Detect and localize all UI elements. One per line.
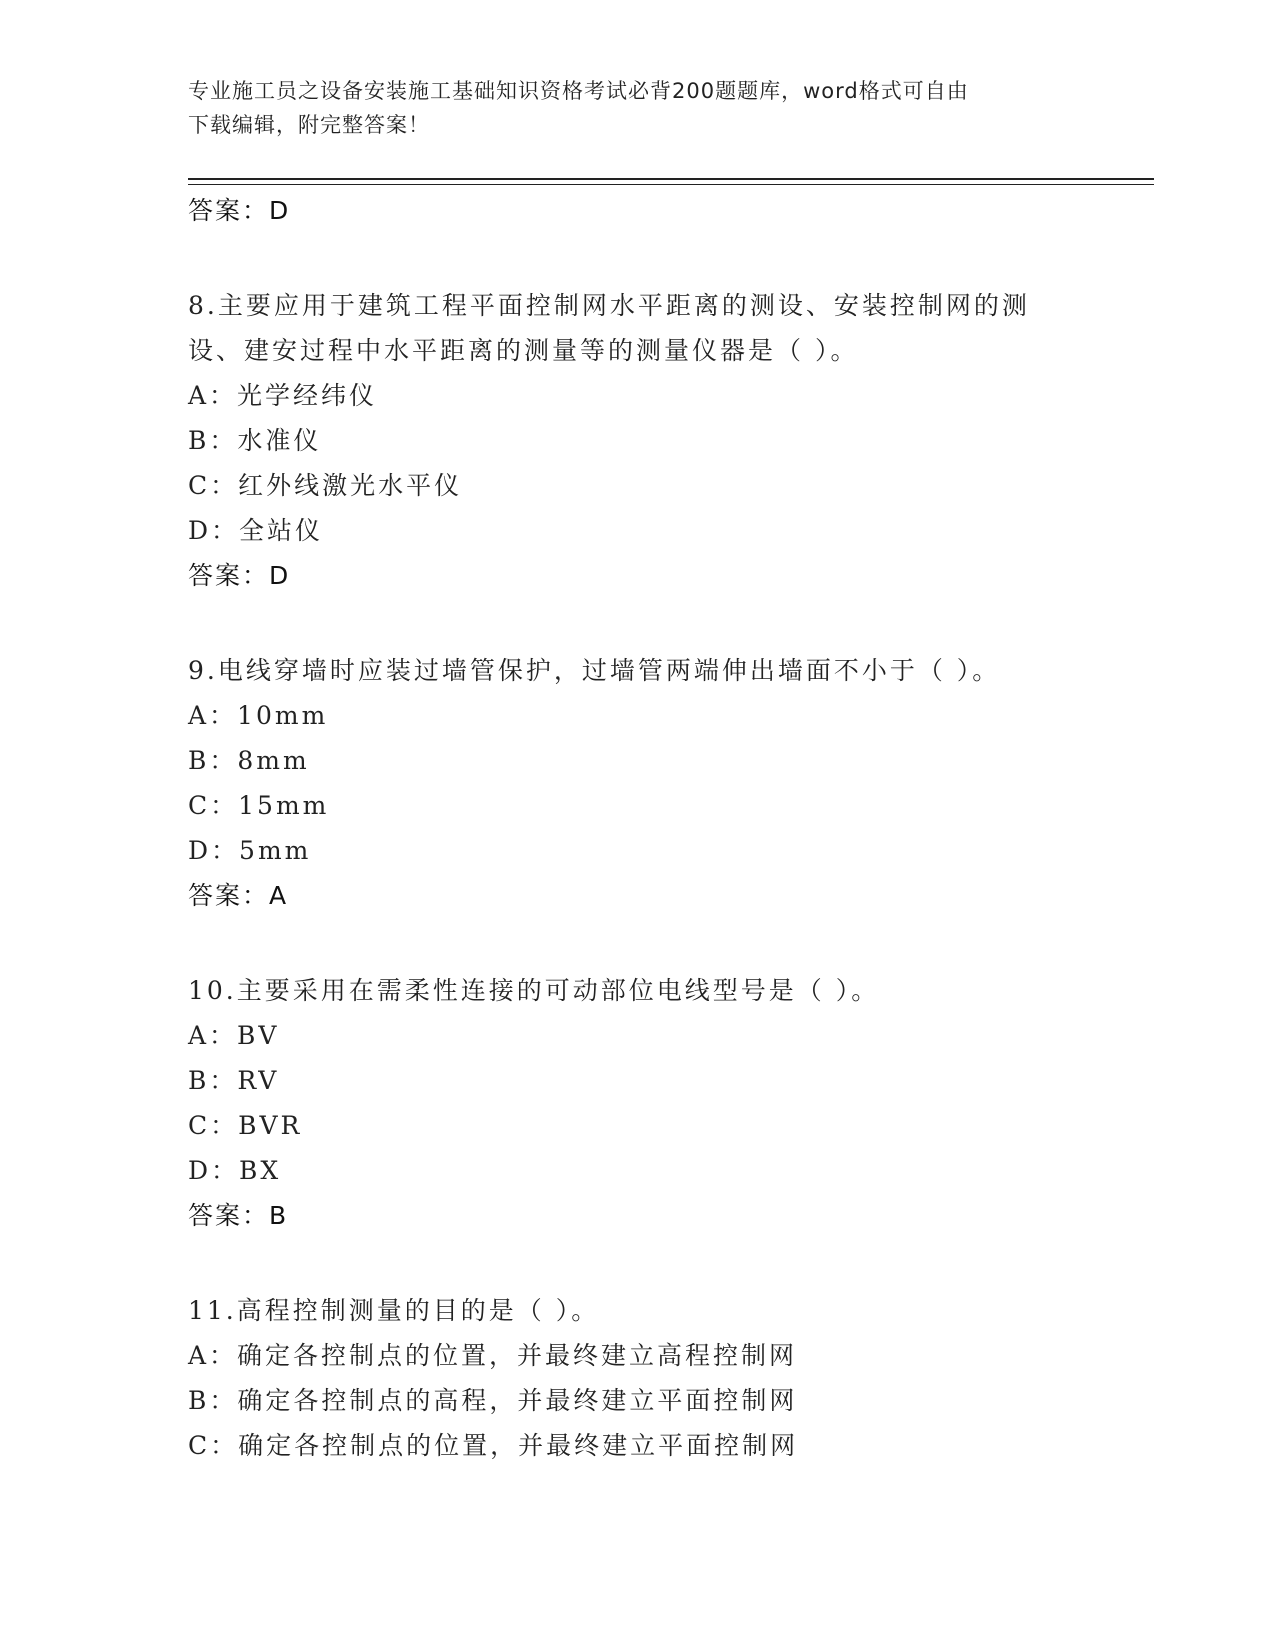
option-a: A：10mm [188, 701, 329, 730]
option-c: C：红外线激光水平仪 [188, 471, 463, 500]
answer-label: 答案： [188, 881, 270, 910]
answer-value: D [269, 196, 290, 225]
spacer [188, 918, 1088, 968]
option-d: D：BX [188, 1156, 282, 1185]
document-header [188, 74, 1088, 142]
spacer [188, 233, 1088, 283]
question-stem: 8.主要应用于建筑工程平面控制网水平距离的测设、安装控制网的测 [188, 291, 1030, 320]
header-line-1: 专业施工员之设备安装施工基础知识资格考试必背200题题库，word格式可自由 [188, 79, 969, 103]
question-stem: 11.高程控制测量的目的是（ ）。 [188, 1296, 600, 1325]
answer-label: 答案： [188, 561, 270, 590]
option-b: B：8mm [188, 746, 310, 775]
option-c: C：BVR [188, 1111, 303, 1140]
question-stem: 9.电线穿墙时应装过墙管保护，过墙管两端伸出墙面不小于（ ）。 [188, 656, 1001, 685]
option-c: C：确定各控制点的位置，并最终建立平面控制网 [188, 1431, 799, 1460]
answer-line [188, 873, 1088, 918]
option-a: A：BV [188, 1021, 280, 1050]
question-block [188, 648, 1088, 918]
header-line-2: 下载编辑，附完整答案！ [188, 113, 430, 137]
spacer [188, 598, 1088, 648]
answer-label: 答案： [188, 1201, 270, 1230]
header-divider-thick [188, 178, 1154, 180]
option-d: D：5mm [188, 836, 312, 865]
option-b: B：水准仪 [188, 426, 322, 455]
option-b: B：确定各控制点的高程，并最终建立平面控制网 [188, 1386, 798, 1415]
spacer [188, 1238, 1088, 1288]
option-c: C：15mm [188, 791, 330, 820]
question-stem: 设、建安过程中水平距离的测量等的测量仪器是（ ）。 [188, 336, 859, 365]
question-stem: 10.主要采用在需柔性连接的可动部位电线型号是（ ）。 [188, 976, 880, 1005]
question-block [188, 1288, 1088, 1468]
option-a: A：确定各控制点的位置，并最终建立高程控制网 [188, 1341, 798, 1370]
answer-value: B [269, 1201, 288, 1230]
answer-line [188, 188, 1088, 233]
answer-value: D [269, 561, 290, 590]
answer-value: A [269, 881, 288, 910]
header-divider-thin [188, 184, 1154, 185]
answer-line [188, 553, 1088, 598]
question-block [188, 968, 1088, 1238]
option-b: B：RV [188, 1066, 280, 1095]
question-list [188, 188, 1088, 1468]
answer-line [188, 1193, 1088, 1238]
question-block [188, 283, 1088, 598]
option-d: D：全站仪 [188, 516, 324, 545]
option-a: A：光学经纬仪 [188, 381, 378, 410]
answer-label: 答案： [188, 196, 270, 225]
